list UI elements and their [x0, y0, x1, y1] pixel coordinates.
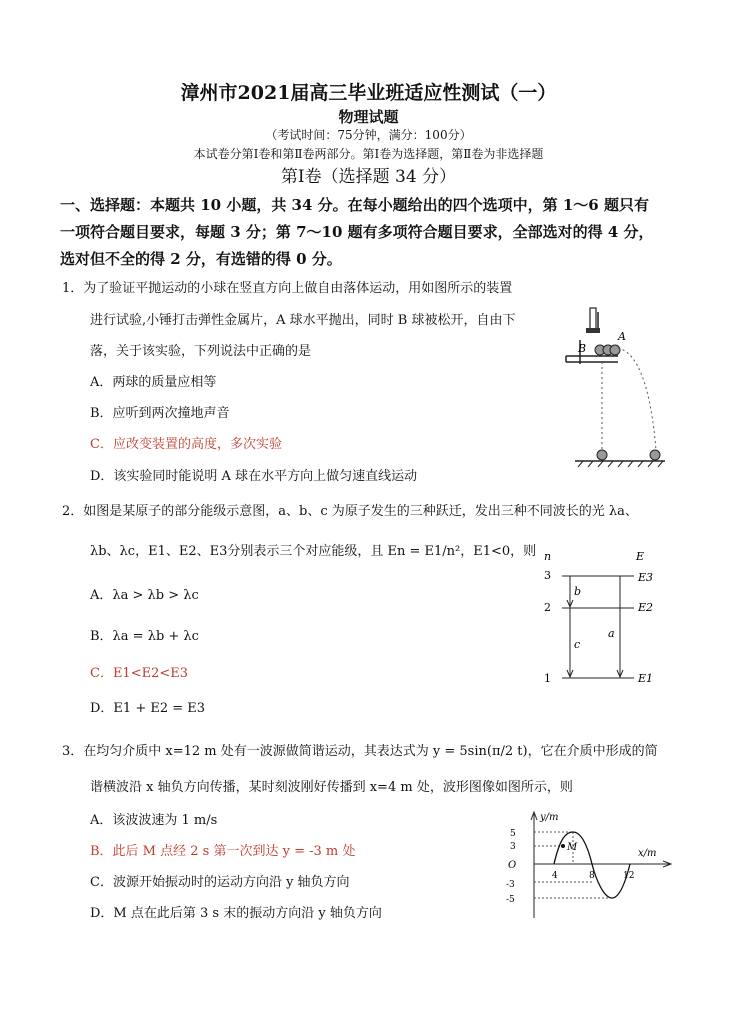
- section-line-2: 一项符合题目要求，每题 3 分；第 7～10 题有多项符合题目要求，全部选对的得 4 分，: [60, 223, 654, 241]
- label-a: A: [618, 330, 626, 343]
- axis-e-label: E: [636, 550, 645, 563]
- q2-option-a: A．λa > λb > λc: [90, 588, 199, 603]
- q1-option-b: B．应听到两次撞地声音: [90, 406, 230, 421]
- section-line-1: 一、选择题：本题共 10 小题，共 34 分。在每小题给出的四个选项中，第 1～6 题只有: [60, 196, 649, 214]
- q2-stem-line-1: 2．如图是某原子的部分能级示意图，a、b、c 为原子发生的三种跃迁，发出三种不同波长的光 λa、: [62, 504, 638, 519]
- q2-stem-line-2: λb、λc，E1、E2、E3分别表示三个对应能级，且 En = E1/n²，E1<0，则: [90, 544, 537, 559]
- q3-option-b: B．此后 M 点经 2 s 第一次到达 y = -3 m 处: [90, 844, 356, 859]
- level-n-1: 1: [544, 672, 551, 685]
- x-axis-label: x/m: [638, 848, 657, 859]
- y-tick-neg3: -3: [506, 880, 515, 890]
- y-axis-label: y/m: [540, 812, 559, 823]
- page-title: 漳州市2021届高三毕业班适应性测试（一）: [180, 82, 557, 104]
- q1-stem-line-3: 落，关于该实验，下列说法中正确的是: [90, 344, 312, 359]
- transition-a-label: a: [608, 627, 615, 640]
- q1-apparatus-figure: [560, 300, 670, 470]
- subject-title: 物理试题: [338, 108, 399, 126]
- structure-note: 本试卷分第Ⅰ卷和第Ⅱ卷两部分。第Ⅰ卷为选择题，第Ⅱ卷为非选择题: [193, 147, 544, 161]
- q1-option-c: C．应改变装置的高度，多次实验: [90, 437, 282, 452]
- level-e-3: E3: [638, 571, 654, 584]
- exam-info: （考试时间：75分钟，满分：100分）: [265, 128, 472, 142]
- label-b: B: [578, 342, 587, 355]
- x-tick-12: 12: [623, 871, 635, 881]
- transition-c-label: c: [574, 638, 581, 651]
- q3-stem-line-2: 谐横波沿 x 轴负方向传播，某时刻波刚好传播到 x=4 m 处，波形图像如图所示，则: [90, 780, 573, 795]
- q1-option-d: D．该实验同时能说明 A 球在水平方向上做匀速直线运动: [90, 469, 418, 484]
- y-tick-5: 5: [510, 829, 516, 839]
- wave-graph: [500, 808, 680, 920]
- q1-stem-line-2: 进行试验,小锤打击弹性金属片，A 球水平抛出，同时 B 球被松开，自由下: [90, 313, 516, 328]
- level-n-2: 2: [544, 601, 551, 614]
- q2-option-c: C．E1<E2<E3: [90, 666, 189, 681]
- q2-option-d: D．E1 + E2 = E3: [90, 701, 206, 716]
- volume-title: 第Ⅰ卷（选择题 34 分）: [280, 167, 457, 187]
- x-tick-4: 4: [552, 871, 558, 881]
- y-tick-neg5: -5: [506, 895, 515, 905]
- point-m-label: M: [567, 842, 578, 853]
- q3-option-a: A．该波波速为 1 m/s: [90, 813, 218, 828]
- transition-b-label: b: [574, 585, 582, 598]
- level-e-1: E1: [638, 672, 654, 685]
- q3-option-d: D．M 点在此后第 3 s 末的振动方向沿 y 轴负方向: [90, 906, 382, 921]
- section-line-3: 选对但不全的得 2 分，有选错的得 0 分。: [60, 250, 342, 268]
- q3-stem-line-1: 3．在均匀介质中 x=12 m 处有一波源做简谐运动，其表达式为 y = 5sin(π/2 t)，它在介质中形成的简: [62, 744, 658, 759]
- level-e-2: E2: [638, 601, 654, 614]
- energy-level-diagram: [538, 548, 688, 690]
- origin-label: O: [508, 860, 517, 871]
- q3-option-c: C．波源开始振动时的运动方向沿 y 轴负方向: [90, 875, 350, 890]
- level-n-3: 3: [544, 569, 551, 582]
- q2-option-b: B．λa = λb + λc: [90, 629, 199, 644]
- x-tick-8: 8: [589, 871, 595, 881]
- q1-option-a: A．两球的质量应相等: [90, 375, 217, 390]
- y-tick-3: 3: [510, 842, 516, 852]
- axis-n-label: n: [544, 550, 552, 563]
- q1-stem-line-1: 1．为了验证平抛运动的小球在竖直方向上做自由落体运动，用如图所示的装置: [62, 281, 513, 296]
